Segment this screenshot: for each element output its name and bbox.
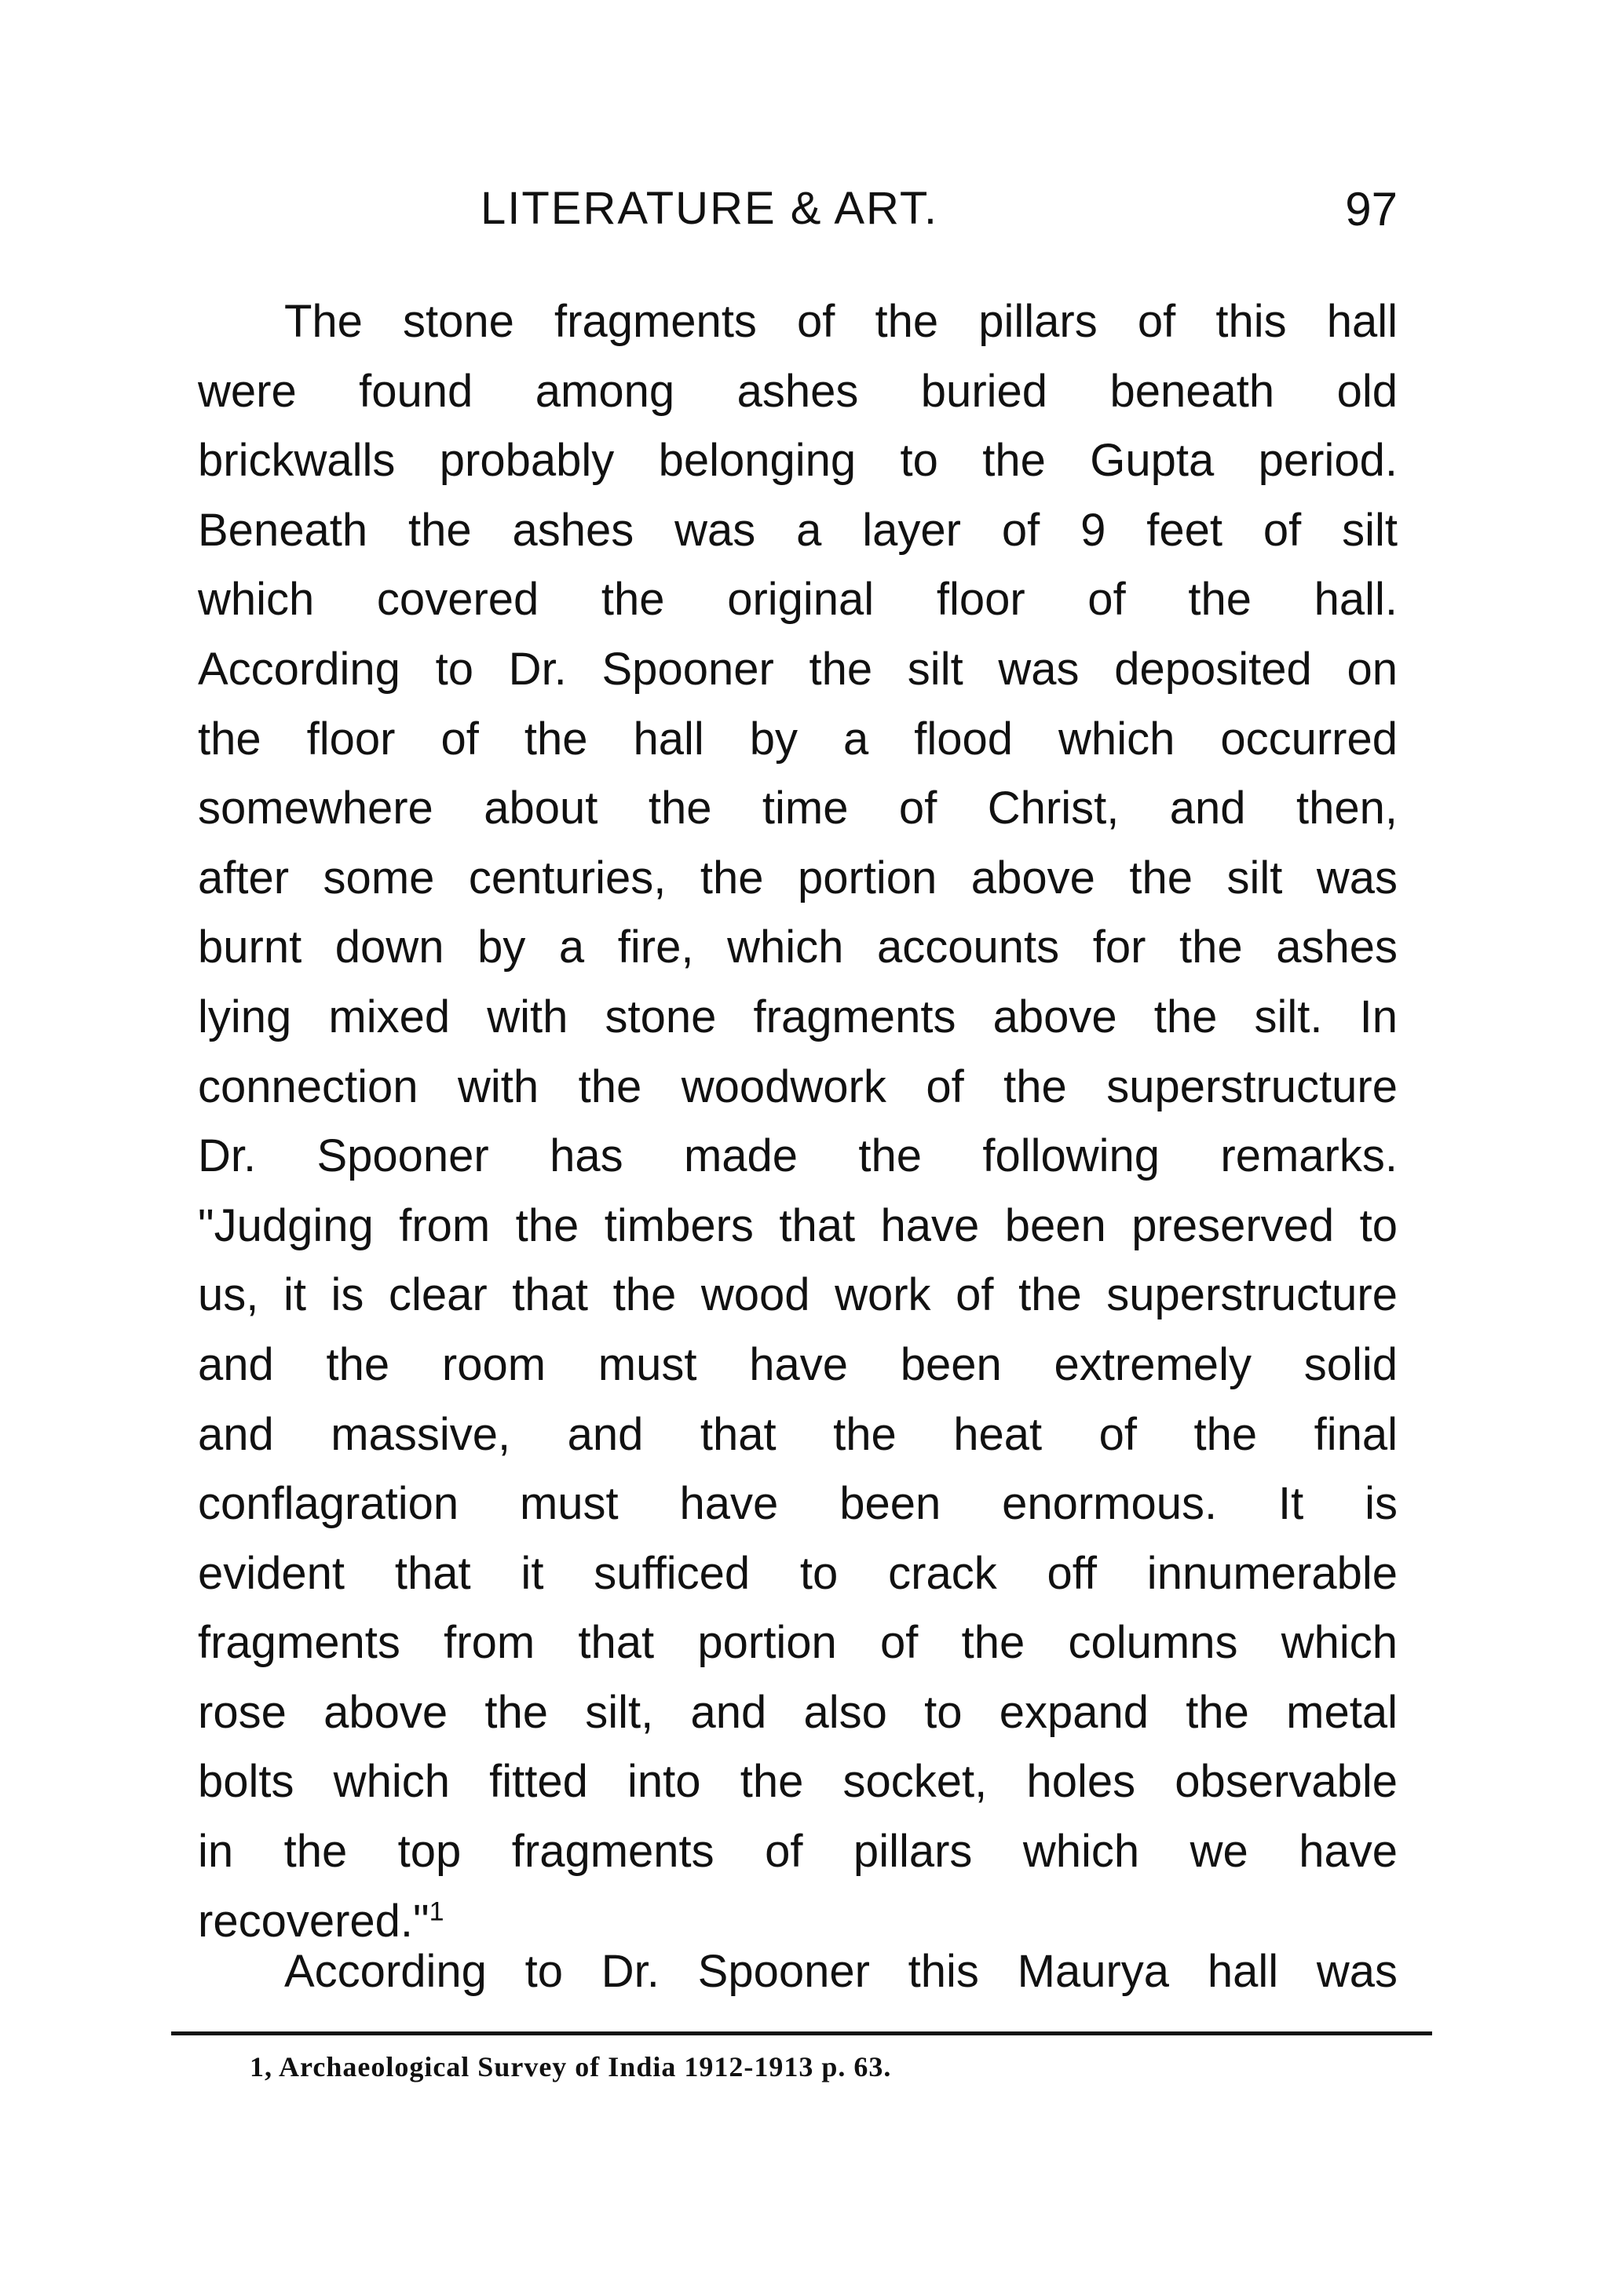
footnote-divider <box>171 2031 1432 2035</box>
text-line: rose above the silt, and also to expand the metal <box>198 1686 1398 1738</box>
text-line: lying mixed with stone fragments above the silt. In <box>198 991 1398 1042</box>
text-line: were found among ashes buried beneath old <box>198 365 1398 417</box>
text-line: According to Dr. Spooner the silt was deposited on <box>198 643 1398 695</box>
page-number: 97 <box>1345 183 1398 235</box>
text-line: connection with the woodwork of the superstructure <box>198 1060 1398 1112</box>
text-line: after some centuries, the portion above the silt was <box>198 852 1398 903</box>
text-line: evident that it sufficed to crack off innumerable <box>198 1547 1398 1599</box>
running-head <box>198 182 1398 245</box>
text-line: the floor of the hall by a flood which occurred <box>198 713 1398 765</box>
text-line: bolts which fitted into the socket, holes observable <box>198 1756 1398 1808</box>
text-line: burnt down by a fire, which accounts for the ashes <box>198 922 1398 973</box>
footnote-marker: 1 <box>429 1896 444 1927</box>
text-line: Beneath the ashes was a layer of 9 feet of silt <box>198 504 1398 556</box>
text-line: According to Dr. Spooner this Maurya hall was <box>284 1946 1398 1997</box>
paragraph-1 <box>198 287 1398 1956</box>
text-line: and the room must have been extremely solid <box>198 1338 1398 1390</box>
running-title: LITERATURE & ART. <box>481 183 938 234</box>
text-line: and massive, and that the heat of the final <box>198 1408 1398 1460</box>
text-line: fragments from that portion of the columns which <box>198 1617 1398 1669</box>
text-line: brickwalls probably belonging to the Gupta period. <box>198 435 1398 487</box>
footnote: 1, Archaeological Survey of India 1912-1913 p. 63. <box>250 2051 892 2082</box>
text-line: us, it is clear that the wood work of the superstructure <box>198 1269 1398 1321</box>
text-line: conflagration must have been enormous. It is <box>198 1478 1398 1530</box>
text-line: "Judging from the timbers that have been preserved to <box>198 1199 1398 1251</box>
text-line: in the top fragments of pillars which we have <box>198 1826 1398 1878</box>
text-line: which covered the original floor of the hall. <box>198 574 1398 626</box>
text-line: The stone fragments of the pillars of this hall <box>284 296 1398 347</box>
text-line: Dr. Spooner has made the following remarks. <box>198 1130 1398 1182</box>
text-line-content: recovered." <box>198 1895 429 1947</box>
paragraph-2 <box>198 1937 1398 2007</box>
text-line: somewhere about the time of Christ, and then, <box>198 783 1398 834</box>
